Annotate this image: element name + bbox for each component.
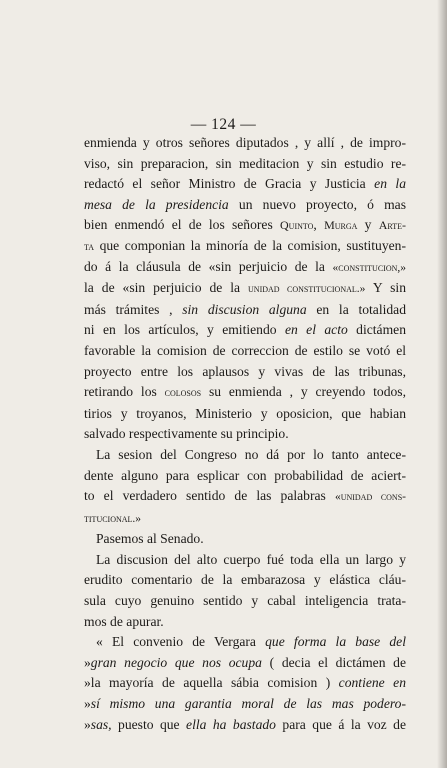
- text-line: [84, 529, 406, 550]
- text-run: gran negocio que nos ocupa: [90, 654, 262, 670]
- text-line: [84, 257, 406, 279]
- text-run: salvado respectivamente su principio.: [84, 426, 289, 442]
- text-line: [84, 195, 406, 216]
- text-line: [84, 215, 406, 236]
- text-run: sin discusion alguna: [182, 301, 307, 317]
- text-run: ta: [84, 238, 95, 253]
- text-run: Y sin: [365, 280, 406, 296]
- text-line: [84, 133, 406, 154]
- text-run: mesa de la presidencia: [84, 196, 229, 212]
- text-run: mos de apurar.: [84, 613, 164, 629]
- text-run: dente alguno para esplicar con probabilidad de aciert-: [84, 467, 406, 483]
- text-run: sí mismo una garantia moral de las mas podero-: [90, 696, 406, 712]
- text-line: [84, 445, 406, 466]
- text-run: ella ha bastado: [186, 716, 276, 732]
- text-run: más trámites ,: [84, 301, 183, 317]
- page-number: — 124 —: [190, 116, 257, 133]
- text-run: sula cuyo genuino sentido y cabal inteligencia trata-: [84, 593, 406, 609]
- text-line: [84, 466, 406, 487]
- text-run: proyecto entre los aplausos y vivas de las tribunas,: [84, 363, 406, 379]
- text-line: [84, 673, 406, 694]
- text-run: sas,: [90, 716, 112, 732]
- text-line: [84, 632, 406, 653]
- text-run: titucional.»: [84, 512, 142, 525]
- text-run: y: [357, 217, 379, 233]
- text-line: [84, 715, 406, 736]
- text-run: un nuevo proyecto, ó mas: [228, 196, 406, 212]
- text-line: [84, 424, 406, 445]
- text-run: enmienda y otros señores diputados , y allí , de impro-: [84, 135, 406, 150]
- text-run: para que á la voz de: [275, 716, 406, 732]
- text-line: [84, 300, 406, 321]
- text-line: [84, 653, 406, 674]
- text-run: en la: [374, 176, 406, 192]
- text-run: Quinto: [280, 218, 314, 233]
- text-run: »la mayoría de aquella sábia comision ): [84, 675, 339, 691]
- text-run: erudito comentario de la embarazosa y elástica cláu-: [84, 572, 406, 588]
- text-run: to el verdadero sentido de las palabras: [84, 488, 335, 504]
- text-run: Murga: [324, 218, 358, 233]
- text-line: [84, 612, 406, 633]
- text-run: La sesion del Congreso no dá por lo tanto antece-: [96, 446, 406, 462]
- text-line: [84, 694, 406, 715]
- text-line: [84, 486, 406, 508]
- text-run: bien enmendó el de los señores: [84, 217, 280, 233]
- text-line: [84, 508, 406, 530]
- text-line: [84, 236, 406, 257]
- text-line: [84, 382, 406, 404]
- text-run: colosos: [164, 387, 202, 400]
- text-run: »: [84, 654, 91, 670]
- text-line: [84, 570, 406, 591]
- text-run: que forma la base del: [265, 634, 406, 650]
- text-run: «unidad cons-: [334, 491, 406, 504]
- text-run: tirios y troyanos, Ministerio y oposicion, que habian: [84, 405, 406, 421]
- text-run: en el acto: [284, 322, 348, 338]
- text-run: retirando los: [84, 384, 165, 400]
- text-run: Arte-: [378, 218, 406, 233]
- text-run: do á la cláusula de «sin perjuicio de la: [84, 258, 333, 274]
- text-run: »: [84, 696, 91, 712]
- text-run: en la totalidad: [306, 301, 407, 317]
- text-line: [84, 404, 406, 425]
- text-run: ( decia el dictámen de: [261, 654, 406, 670]
- text-run: puesto que: [111, 716, 187, 732]
- text-line: [84, 341, 406, 362]
- body-text: [84, 133, 406, 735]
- text-run: «constitucion,»: [332, 261, 406, 274]
- text-run: redactó el señor Ministro de Gracia y Justicia: [84, 176, 375, 192]
- text-line: [84, 154, 406, 175]
- text-line: [84, 174, 406, 195]
- text-run: ,: [313, 217, 325, 233]
- text-run: La discusion del alto cuerpo fué toda ella un largo y: [96, 551, 406, 567]
- text-run: contiene en: [338, 675, 406, 691]
- text-run: »: [84, 716, 91, 732]
- text-run: « El convenio de Vergara: [96, 634, 266, 650]
- text-run: viso, sin preparacion, sin meditacion y sin estudio re-: [84, 155, 406, 171]
- text-run: Pasemos al Senado.: [96, 531, 204, 547]
- text-line: [84, 591, 406, 612]
- text-line: [84, 362, 406, 383]
- text-run: ni en los artículos, y emitiendo: [84, 322, 285, 338]
- text-line: [84, 320, 406, 341]
- text-line: [84, 278, 406, 300]
- text-run: su enmienda , y creyendo todos,: [201, 384, 406, 400]
- text-run: la de «sin perjuicio de la: [84, 280, 249, 296]
- text-run: unidad constitucional.»: [248, 283, 366, 296]
- text-line: [84, 550, 406, 571]
- text-run: dictámen: [347, 322, 406, 338]
- text-run: que componian la minoría de la comision, sustituyen-: [94, 237, 406, 253]
- text-run: favorable la comision de correccion de estilo se votó el: [84, 342, 406, 358]
